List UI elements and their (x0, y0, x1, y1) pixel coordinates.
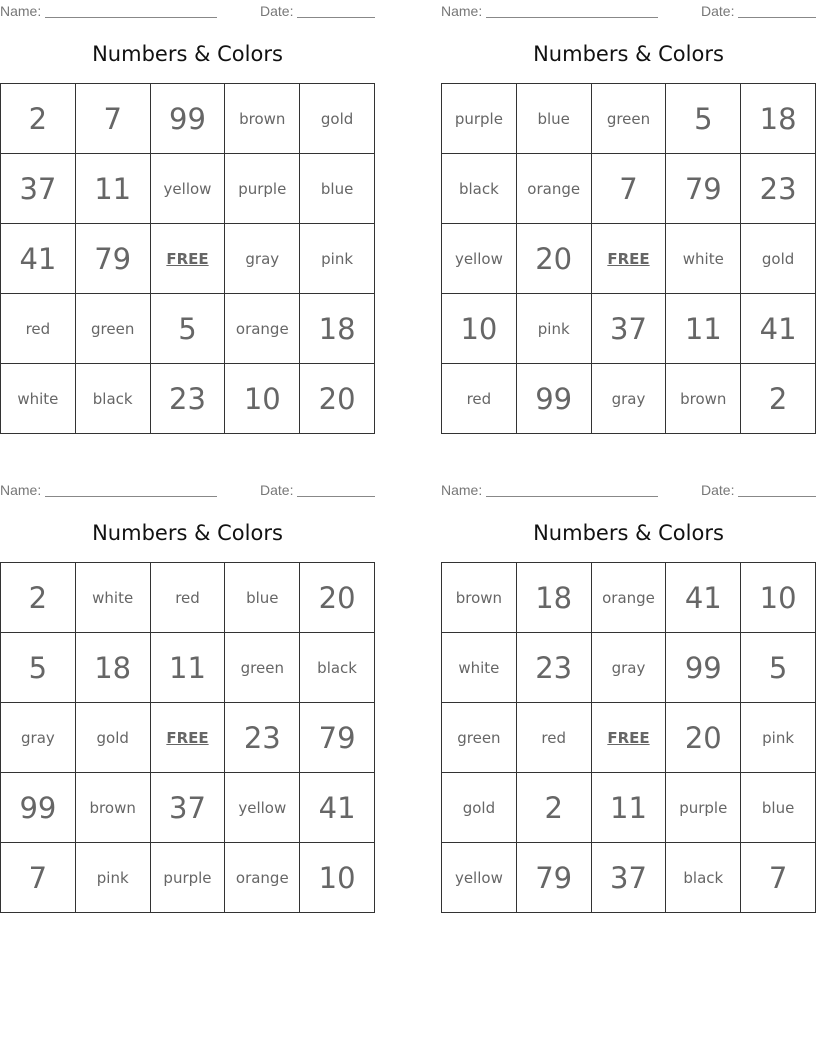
bingo-cell: 20 (300, 364, 375, 434)
bingo-card (0, 479, 375, 895)
bingo-cell: blue (517, 84, 592, 154)
bingo-cell: red (1, 294, 76, 364)
bingo-cell: green (442, 703, 517, 773)
free-space-cell: FREE (151, 703, 226, 773)
bingo-cell: gray (1, 703, 76, 773)
bingo-cell: white (666, 224, 741, 294)
bingo-cell: 5 (741, 633, 816, 703)
card-header (441, 479, 816, 501)
bingo-cell: pink (517, 294, 592, 364)
bingo-cell: 11 (76, 154, 151, 224)
name-blank-line (486, 17, 658, 18)
card-title: Numbers & Colors (92, 521, 283, 545)
bingo-card (441, 479, 816, 895)
bingo-cell: black (300, 633, 375, 703)
bingo-cell: 2 (741, 364, 816, 434)
card-header (0, 479, 375, 501)
bingo-grid (0, 83, 375, 434)
bingo-cell: gold (76, 703, 151, 773)
bingo-cell: 99 (666, 633, 741, 703)
bingo-cell: 20 (666, 703, 741, 773)
bingo-grid (0, 562, 375, 913)
bingo-cell: gray (225, 224, 300, 294)
date-label: Date: (260, 3, 294, 19)
bingo-cell: 37 (1, 154, 76, 224)
bingo-cell: black (76, 364, 151, 434)
bingo-cell: pink (741, 703, 816, 773)
bingo-cell: 23 (517, 633, 592, 703)
bingo-cell: purple (151, 843, 226, 913)
date-blank-line (297, 496, 375, 497)
bingo-cell: yellow (225, 773, 300, 843)
bingo-cell: 41 (1, 224, 76, 294)
bingo-cell: blue (300, 154, 375, 224)
card-header (441, 0, 816, 22)
bingo-cell: orange (592, 563, 667, 633)
bingo-cell: 2 (517, 773, 592, 843)
bingo-cell: orange (225, 294, 300, 364)
bingo-cell: white (1, 364, 76, 434)
bingo-cell: 7 (592, 154, 667, 224)
bingo-cell: 20 (517, 224, 592, 294)
bingo-cell: 11 (151, 633, 226, 703)
bingo-cell: purple (225, 154, 300, 224)
bingo-cell: black (442, 154, 517, 224)
bingo-cell: gold (442, 773, 517, 843)
bingo-cell: blue (225, 563, 300, 633)
date-blank-line (297, 17, 375, 18)
bingo-cell: gray (592, 633, 667, 703)
bingo-cell: brown (666, 364, 741, 434)
bingo-cell: white (442, 633, 517, 703)
name-label: Name: (441, 3, 483, 19)
bingo-cell: 18 (300, 294, 375, 364)
bingo-cell: 18 (741, 84, 816, 154)
bingo-cell: red (151, 563, 226, 633)
bingo-cell: 20 (300, 563, 375, 633)
bingo-cell: purple (442, 84, 517, 154)
bingo-cell: 7 (741, 843, 816, 913)
card-header (0, 0, 375, 22)
bingo-cell: 10 (741, 563, 816, 633)
name-blank-line (486, 496, 658, 497)
bingo-cell: gray (592, 364, 667, 434)
bingo-cell: 5 (151, 294, 226, 364)
bingo-cell: 7 (76, 84, 151, 154)
bingo-cell: green (76, 294, 151, 364)
date-label: Date: (701, 3, 735, 19)
bingo-cell: orange (517, 154, 592, 224)
bingo-cell: 99 (517, 364, 592, 434)
bingo-cell: 11 (666, 294, 741, 364)
date-blank-line (738, 496, 816, 497)
bingo-cell: yellow (442, 843, 517, 913)
bingo-cell: 2 (1, 84, 76, 154)
bingo-cell: red (517, 703, 592, 773)
bingo-cell: green (592, 84, 667, 154)
free-space-cell: FREE (592, 224, 667, 294)
bingo-cell: 11 (592, 773, 667, 843)
bingo-cell: 79 (76, 224, 151, 294)
bingo-cell: blue (741, 773, 816, 843)
bingo-cell: 5 (1, 633, 76, 703)
bingo-cell: 79 (300, 703, 375, 773)
bingo-cell: 10 (442, 294, 517, 364)
bingo-cell: gold (300, 84, 375, 154)
name-label: Name: (0, 482, 42, 498)
bingo-cell: gold (741, 224, 816, 294)
bingo-cell: brown (442, 563, 517, 633)
name-blank-line (45, 496, 217, 497)
bingo-cell: yellow (151, 154, 226, 224)
bingo-cell: 37 (151, 773, 226, 843)
bingo-cell: pink (76, 843, 151, 913)
bingo-cell: 18 (76, 633, 151, 703)
bingo-cell: white (76, 563, 151, 633)
bingo-cell: pink (300, 224, 375, 294)
free-space-cell: FREE (592, 703, 667, 773)
bingo-cell: 23 (151, 364, 226, 434)
bingo-cell: purple (666, 773, 741, 843)
bingo-cell: 99 (151, 84, 226, 154)
name-blank-line (45, 17, 217, 18)
bingo-cell: 41 (666, 563, 741, 633)
date-label: Date: (260, 482, 294, 498)
bingo-cell: 2 (1, 563, 76, 633)
bingo-cell: 79 (666, 154, 741, 224)
bingo-cell: yellow (442, 224, 517, 294)
card-title: Numbers & Colors (533, 42, 724, 66)
bingo-cell: 99 (1, 773, 76, 843)
bingo-cell: 18 (517, 563, 592, 633)
bingo-cell: 10 (225, 364, 300, 434)
bingo-cell: 37 (592, 843, 667, 913)
free-space-cell: FREE (151, 224, 226, 294)
bingo-cell: green (225, 633, 300, 703)
bingo-cell: orange (225, 843, 300, 913)
bingo-cell: black (666, 843, 741, 913)
bingo-card (0, 0, 375, 416)
bingo-cell: 23 (741, 154, 816, 224)
bingo-grid (441, 562, 816, 913)
bingo-card (441, 0, 816, 416)
card-title: Numbers & Colors (92, 42, 283, 66)
bingo-cell: 23 (225, 703, 300, 773)
date-blank-line (738, 17, 816, 18)
bingo-cell: brown (76, 773, 151, 843)
bingo-cell: 41 (741, 294, 816, 364)
name-label: Name: (0, 3, 42, 19)
bingo-cell: 37 (592, 294, 667, 364)
bingo-grid (441, 83, 816, 434)
bingo-cell: 79 (517, 843, 592, 913)
bingo-cell: 5 (666, 84, 741, 154)
bingo-cell: red (442, 364, 517, 434)
bingo-cell: 7 (1, 843, 76, 913)
bingo-cell: 10 (300, 843, 375, 913)
date-label: Date: (701, 482, 735, 498)
bingo-cell: brown (225, 84, 300, 154)
name-label: Name: (441, 482, 483, 498)
card-title: Numbers & Colors (533, 521, 724, 545)
bingo-cell: 41 (300, 773, 375, 843)
